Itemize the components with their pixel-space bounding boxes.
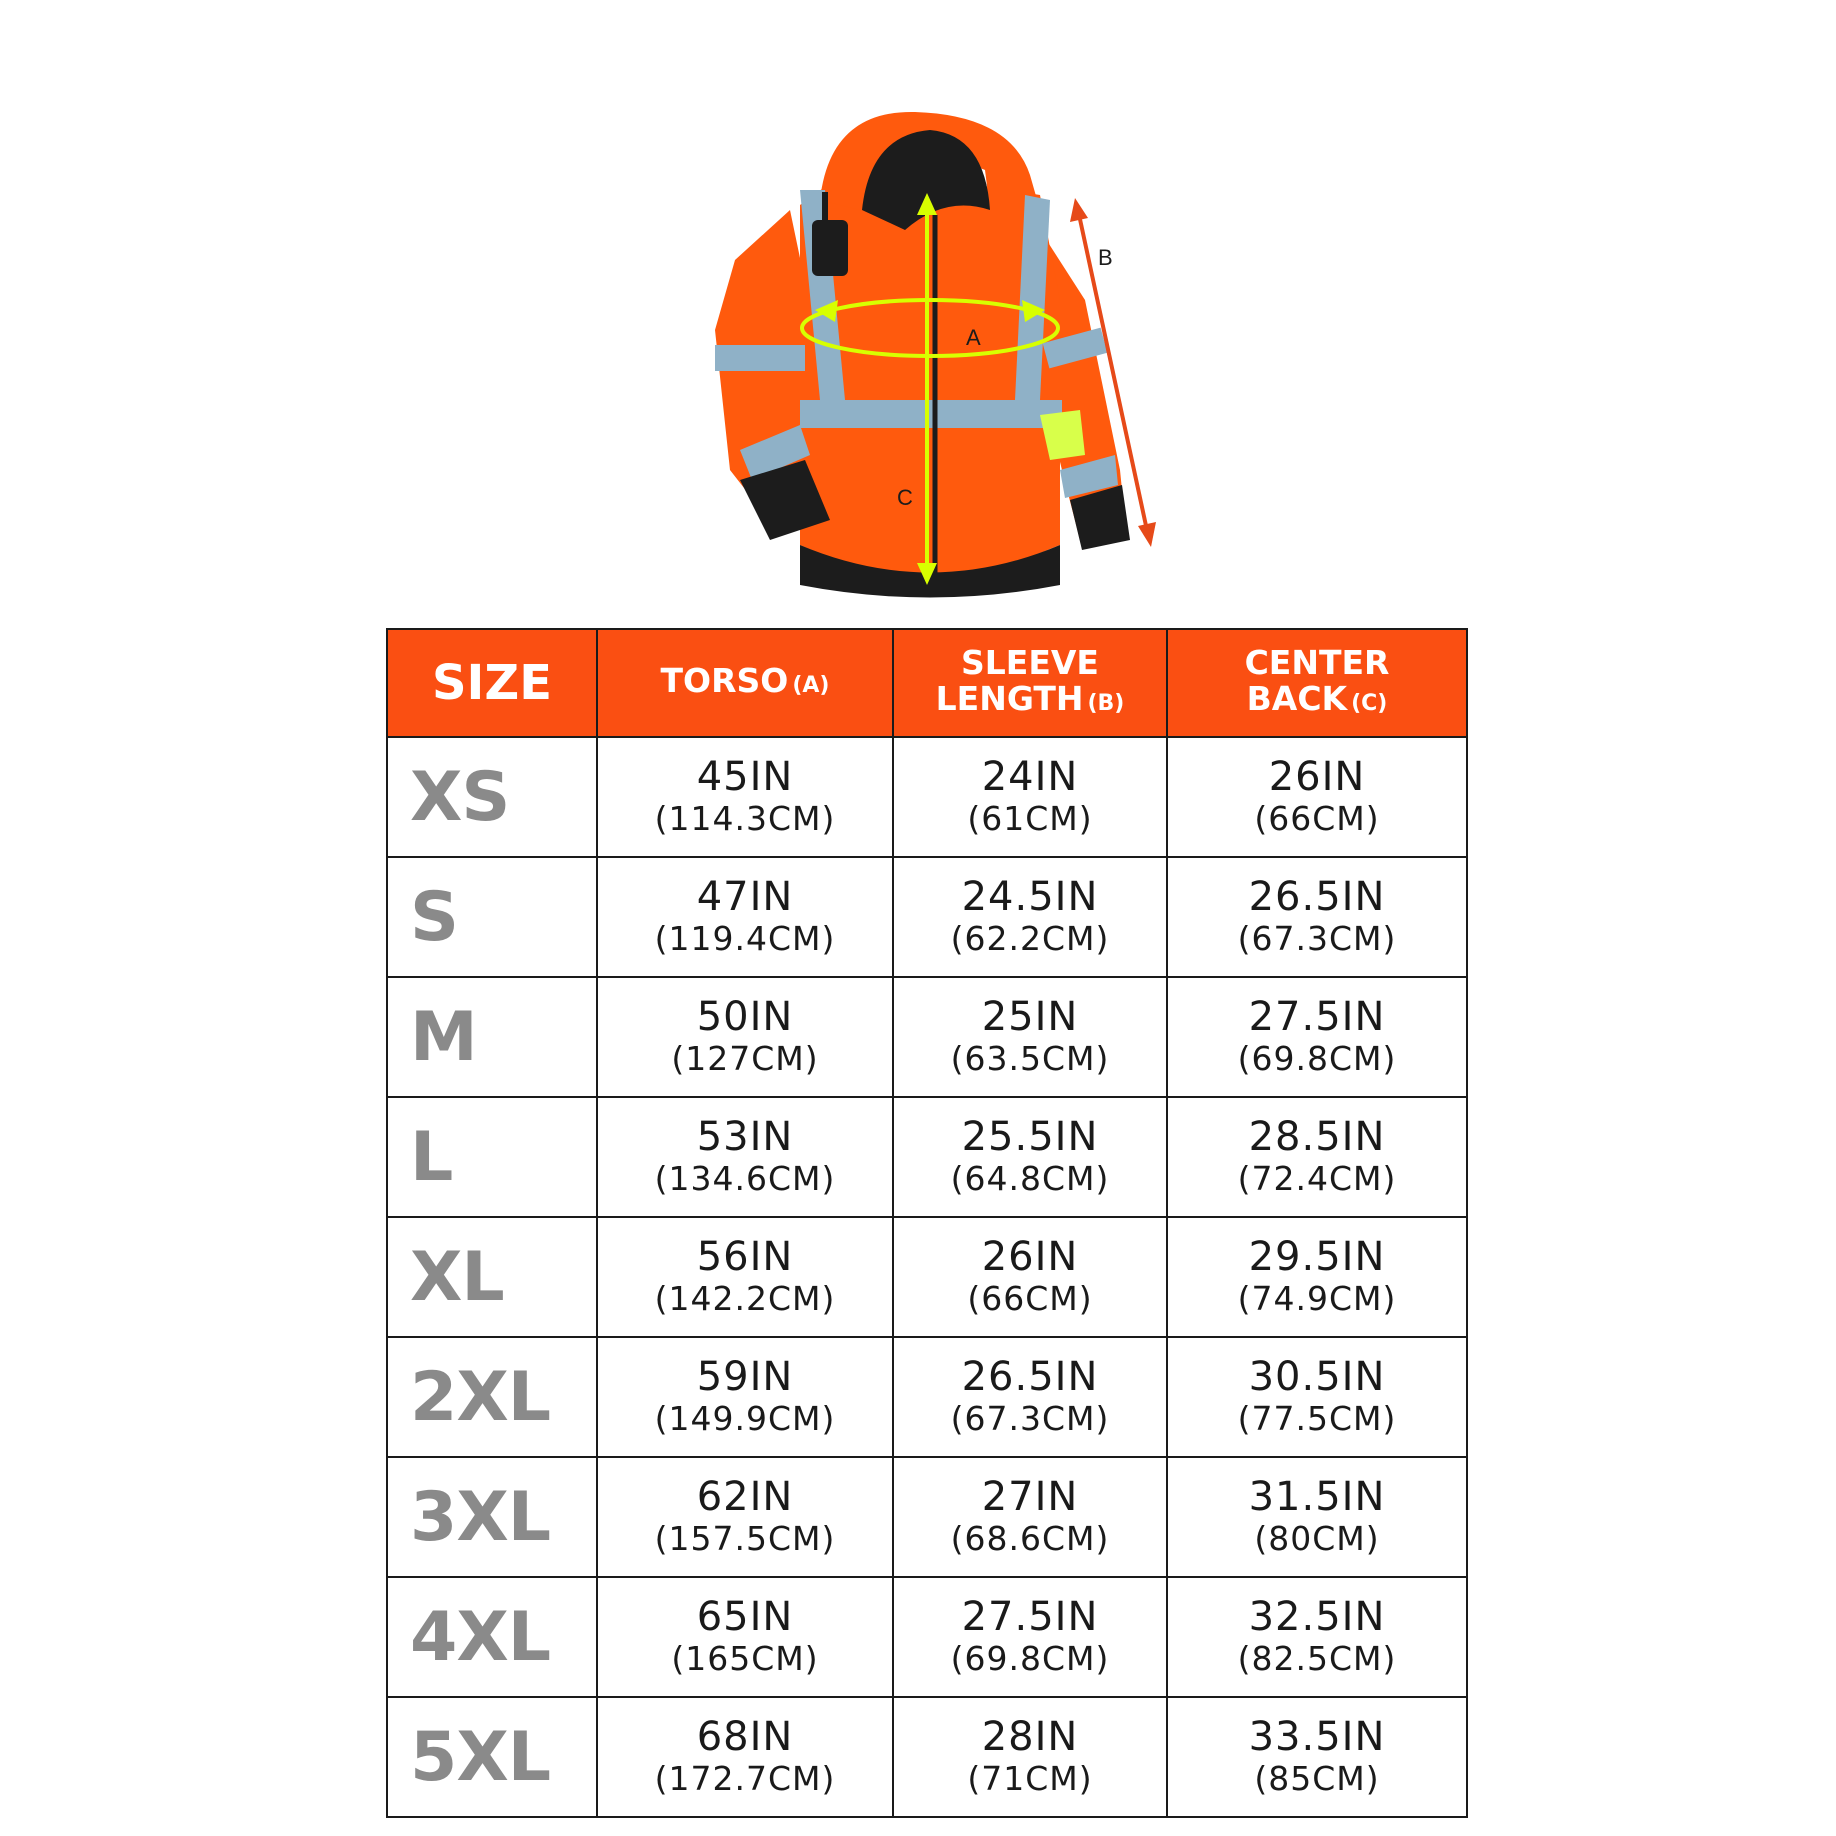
sleeve-cell [893,1697,1167,1817]
torso-in: 65IN [696,1594,794,1640]
sleeve-cell [893,977,1167,1097]
center-back-in: 26.5IN [1248,874,1386,920]
sleeve-in: 28IN [981,1714,1079,1760]
sleeve-cm: (68.6CM) [950,1519,1110,1558]
torso-cell [597,1337,893,1457]
torso-cell [597,1457,893,1577]
reflective-left-arm [715,345,805,371]
torso-cell [597,737,893,857]
center-back-cm: (80CM) [1254,1519,1380,1558]
center-back-in: 31.5IN [1248,1474,1386,1520]
sleeve-in: 25.5IN [961,1114,1099,1160]
size-cell: M [387,977,597,1097]
header-size [387,629,597,737]
center-back-in: 30.5IN [1248,1354,1386,1400]
size-cell: L [387,1097,597,1217]
header-torso-tag: (A) [792,672,830,698]
torso-cm: (114.3CM) [654,799,836,838]
center-back-in: 32.5IN [1248,1594,1386,1640]
sleeve-cell [893,1217,1167,1337]
torso-cm: (172.7CM) [654,1759,836,1798]
torso-cm: (134.6CM) [654,1159,836,1198]
torso-in: 56IN [696,1234,794,1280]
sleeve-in: 24.5IN [961,874,1099,920]
sleeve-cell [893,1457,1167,1577]
reflective-band [800,400,1062,428]
label-a: A [966,325,981,350]
sleeve-cm: (69.8CM) [950,1639,1110,1678]
sleeve-cell [893,737,1167,857]
center-back-cell [1167,977,1467,1097]
table-row [387,1217,1467,1337]
sleeve-cell [893,1337,1167,1457]
center-back-cm: (69.8CM) [1237,1039,1397,1078]
header-center-back [1167,629,1467,737]
center-back-cm: (72.4CM) [1237,1159,1397,1198]
center-back-cell [1167,1457,1467,1577]
size-cell: S [387,857,597,977]
torso-cm: (165CM) [671,1639,819,1678]
table-row [387,1337,1467,1457]
center-back-cell [1167,737,1467,857]
center-back-cm: (82.5CM) [1237,1639,1397,1678]
sleeve-cm: (67.3CM) [950,1399,1110,1438]
torso-in: 59IN [696,1354,794,1400]
size-cell: 5XL [387,1697,597,1817]
sleeve-in: 24IN [981,754,1079,800]
sleeve-cm: (61CM) [967,799,1093,838]
sleeve-cell [893,1097,1167,1217]
sleeve-cell [893,1577,1167,1697]
header-center-line2: BACK [1246,678,1348,718]
torso-cell [597,1577,893,1697]
size-cell: XL [387,1217,597,1337]
header-sleeve [893,629,1167,737]
sleeve-cm: (64.8CM) [950,1159,1110,1198]
sleeve-cm: (63.5CM) [950,1039,1110,1078]
center-back-cell [1167,1217,1467,1337]
size-cell: 4XL [387,1577,597,1697]
torso-cm: (127CM) [671,1039,819,1078]
table-row [387,857,1467,977]
torso-in: 62IN [696,1474,794,1520]
header-center-tag: (C) [1351,690,1388,716]
torso-cm: (142.2CM) [654,1279,836,1318]
table-row [387,1457,1467,1577]
sleeve-cm: (71CM) [967,1759,1093,1798]
torso-cell [597,977,893,1097]
center-back-in: 33.5IN [1248,1714,1386,1760]
label-b: B [1098,245,1113,270]
torso-cm: (157.5CM) [654,1519,836,1558]
size-cell: 2XL [387,1337,597,1457]
header-sleeve-line2: LENGTH [935,678,1084,718]
torso-in: 50IN [696,994,794,1040]
size-chart-table [386,628,1468,1818]
torso-in: 68IN [696,1714,794,1760]
torso-in: 47IN [696,874,794,920]
center-back-cell [1167,1337,1467,1457]
sleeve-in: 27IN [981,1474,1079,1520]
header-torso [597,629,893,737]
torso-cell [597,857,893,977]
torso-cell [597,1217,893,1337]
jacket-illustration [0,0,1836,620]
center-back-in: 26IN [1268,754,1366,800]
center-back-cm: (77.5CM) [1237,1399,1397,1438]
header-torso-label: TORSO [660,660,789,700]
center-back-in: 28.5IN [1248,1114,1386,1160]
center-back-cell [1167,1697,1467,1817]
size-chart-header-row [387,629,1467,737]
table-row [387,737,1467,857]
header-size-label: SIZE [431,655,553,711]
header-center-line1: CENTER [1244,642,1390,682]
center-back-cm: (66CM) [1254,799,1380,838]
center-back-cell [1167,857,1467,977]
table-row [387,1697,1467,1817]
header-sleeve-line1: SLEEVE [961,642,1099,682]
center-back-cell [1167,1577,1467,1697]
sleeve-in: 26IN [981,1234,1079,1280]
table-row [387,977,1467,1097]
center-back-cm: (74.9CM) [1237,1279,1397,1318]
center-back-in: 29.5IN [1248,1234,1386,1280]
center-back-cell [1167,1097,1467,1217]
radio-icon [812,220,848,276]
torso-cm: (149.9CM) [654,1399,836,1438]
size-cell: XS [387,737,597,857]
center-back-in: 27.5IN [1248,994,1386,1040]
center-back-cm: (67.3CM) [1237,919,1397,958]
center-back-cm: (85CM) [1254,1759,1380,1798]
header-sleeve-tag: (B) [1087,690,1125,716]
torso-cell [597,1697,893,1817]
sleeve-in: 25IN [981,994,1079,1040]
sleeve-cell [893,857,1167,977]
torso-in: 53IN [696,1114,794,1160]
size-cell: 3XL [387,1457,597,1577]
sleeve-in: 26.5IN [961,1354,1099,1400]
torso-cell [597,1097,893,1217]
torso-in: 45IN [696,754,794,800]
label-c: C [897,485,913,510]
sleeve-cm: (66CM) [967,1279,1093,1318]
sleeve-cm: (62.2CM) [950,919,1110,958]
torso-cm: (119.4CM) [654,919,836,958]
sleeve-in: 27.5IN [961,1594,1099,1640]
table-row [387,1097,1467,1217]
table-row [387,1577,1467,1697]
